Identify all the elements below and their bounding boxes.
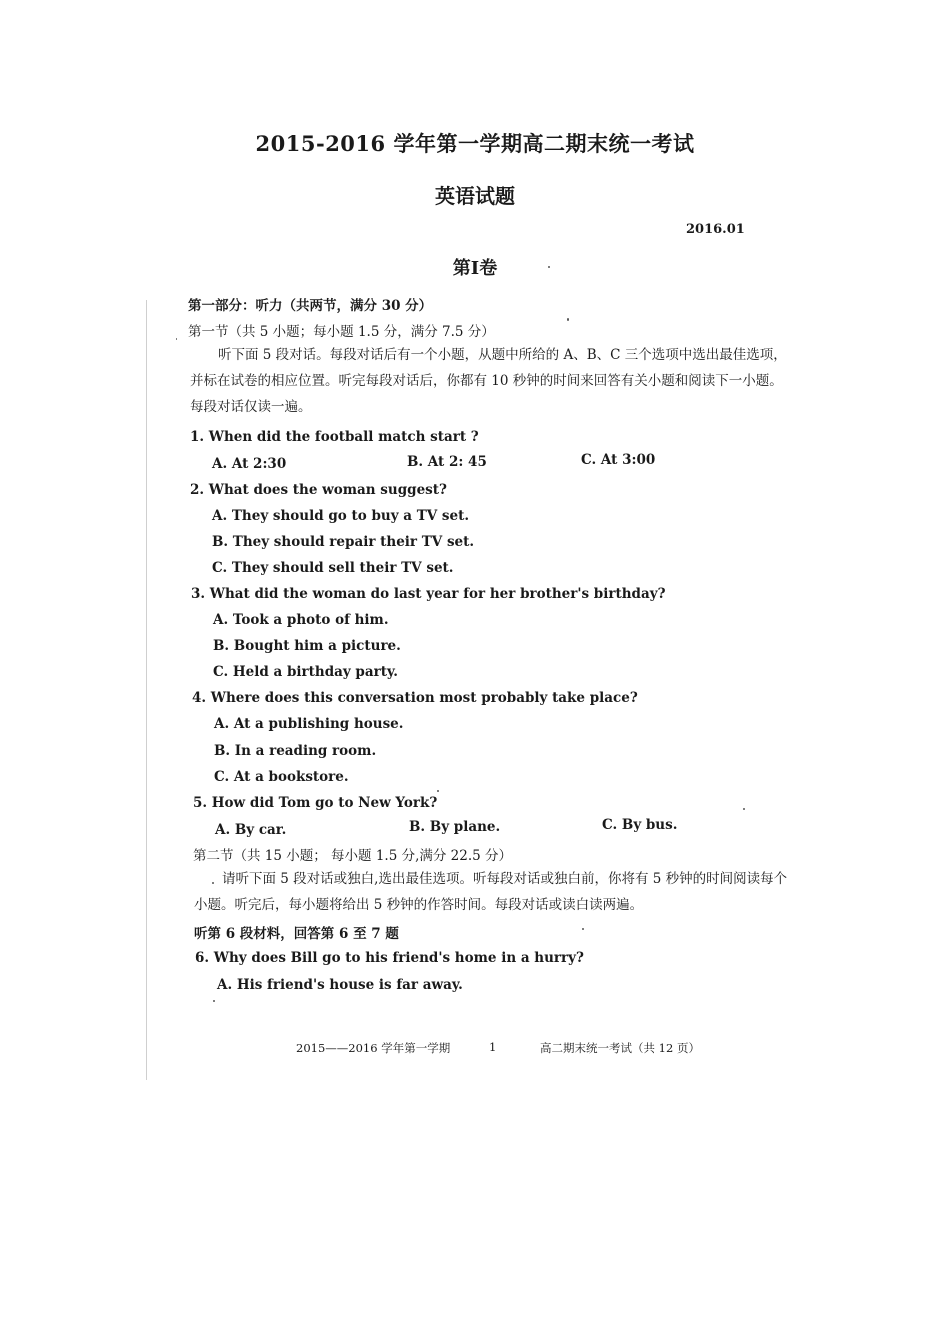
exam-title: 2015-2016 学年第一学期高二期末统一考试 (255, 131, 695, 156)
question-option: B. By plane. (409, 819, 501, 835)
section2-heading: 第二节（共 15 小题； 每小题 1.5 分,满分 22.5 分） (193, 848, 513, 864)
question-stem: 5. How did Tom go to New York? (193, 795, 438, 811)
volume-heading: 第Ⅰ卷 (452, 258, 498, 279)
question-option: C. They should sell their TV set. (212, 560, 454, 576)
footer-right: 高二期末统一考试（共 12 页） (540, 1041, 700, 1055)
scan-speck (176, 338, 177, 340)
question-stem: 1. When did the football match start ? (190, 429, 479, 445)
scan-edge-line (146, 300, 147, 1080)
question-option: C. Held a birthday party. (213, 664, 398, 680)
question-option: B. At 2: 45 (407, 454, 487, 470)
question-option: B. They should repair their TV set. (212, 534, 475, 550)
question-option: A. His friend's house is far away. (217, 977, 463, 993)
exam-date: 2016.01 (686, 222, 745, 237)
question-option: C. By bus. (602, 817, 678, 833)
question-option: C. At 3:00 (581, 452, 656, 468)
section1-heading: 第一节（共 5 小题；每小题 1.5 分，满分 7.5 分） (188, 324, 495, 340)
footer-page-number: 1 (489, 1040, 497, 1054)
question-option: A. They should go to buy a TV set. (212, 508, 470, 524)
question-stem: 3. What did the woman do last year for her brother's birthday? (191, 586, 666, 602)
question-option: C. At a bookstore. (214, 769, 349, 785)
scan-speck (548, 266, 550, 268)
scan-speck (437, 790, 439, 792)
scan-speck (212, 882, 214, 884)
question-stem: 2. What does the woman suggest? (190, 482, 447, 498)
question-option: A. Took a photo of him. (213, 612, 389, 628)
material-note: 听第 6 段材料，回答第 6 至 7 题 (194, 926, 399, 942)
section2-instructions: 请听下面 5 段对话或独白,选出最佳选项。听每段对话或独白前，你将有 5 秒钟的时间阅读每个小题。听完后，每小题将给出 5 秒钟的作答时间。每段对话或读白读两遍。 (194, 871, 788, 913)
question-option: A. At 2:30 (212, 456, 287, 472)
footer-left: 2015——2016 学年第一学期 (296, 1041, 451, 1055)
scan-speck (582, 928, 584, 930)
question-option: B. In a reading room. (214, 743, 377, 759)
question-stem: 4. Where does this conversation most probably take place? (192, 690, 638, 706)
question-option: A. By car. (215, 822, 287, 838)
exam-subtitle: 英语试题 (435, 184, 515, 208)
question-option: B. Bought him a picture. (213, 638, 401, 654)
question-option: A. At a publishing house. (214, 716, 404, 732)
scan-speck (213, 1000, 215, 1002)
scan-speck (743, 808, 745, 810)
scan-speck (567, 318, 569, 321)
question-stem: 6. Why does Bill go to his friend's home in a hurry? (195, 950, 584, 966)
part1-heading: 第一部分：听力（共两节，满分 30 分） (188, 298, 433, 314)
section1-instructions: 听下面 5 段对话。每段对话后有一个小题，从题中所给的 A、B、C 三个选项中选出最佳选项，并标在试卷的相应位置。听完每段对话后，你都有 10 秒钟的时间来回答有关小题和阅读下一小题。每段对话仅读一遍。 (190, 347, 787, 415)
